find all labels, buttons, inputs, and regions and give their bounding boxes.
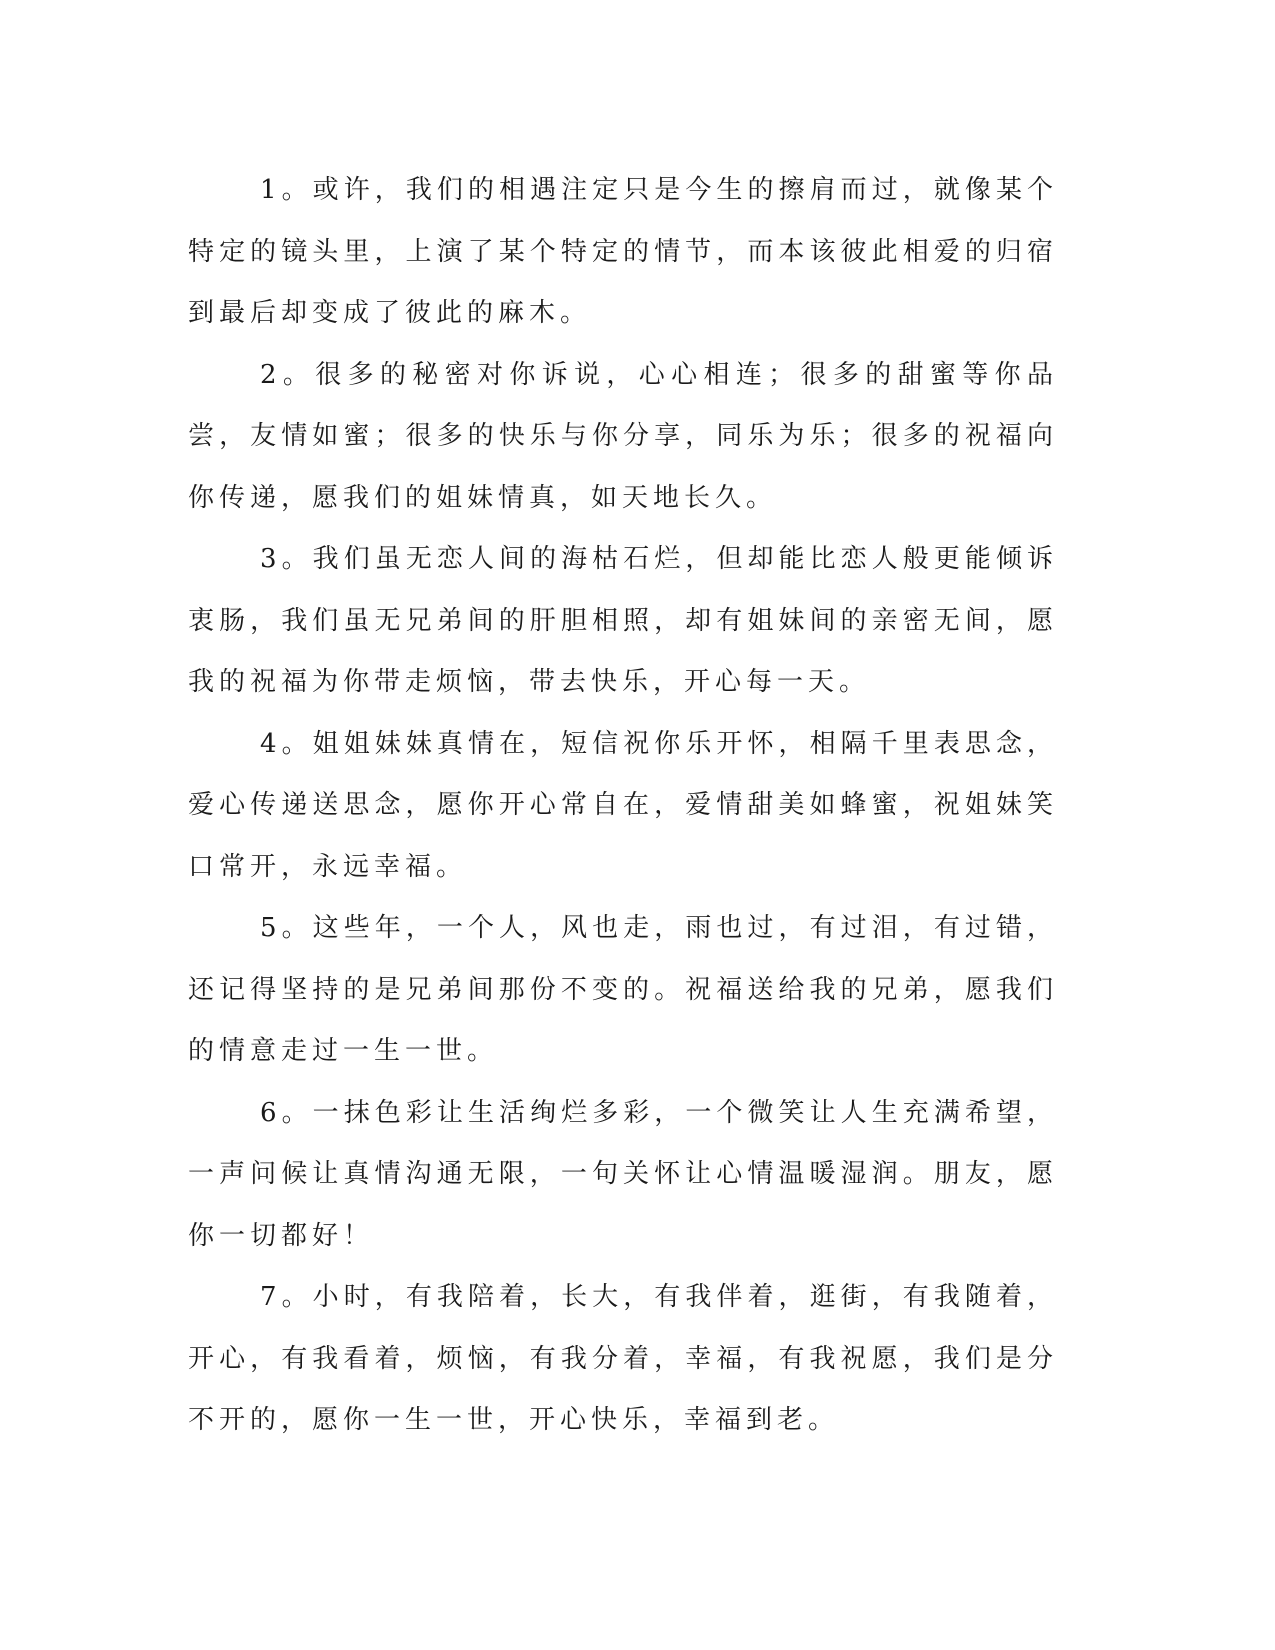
paragraph-3: 3。我们虽无恋人间的海枯石烂，但却能比恋人般更能倾诉衷肠，我们虽无兄弟间的肝胆相照，却有姐妹间的亲密无间，愿我的祝福为你带走烦恼，带去快乐，开心每一天。 — [188, 544, 1058, 697]
document-body — [188, 160, 1058, 1452]
paragraph-7: 7。小时，有我陪着，长大，有我伴着，逛街，有我随着，开心，有我看着，烦恼，有我分着，幸福，有我祝愿，我们是分不开的，愿你一生一世，开心快乐，幸福到老。 — [188, 1282, 1058, 1435]
paragraph-1: 1。或许，我们的相遇注定只是今生的擦肩而过，就像某个特定的镜头里，上演了某个特定的情节，而本该彼此相爱的归宿到最后却变成了彼此的麻木。 — [188, 175, 1058, 328]
paragraph-6: 6。一抹色彩让生活绚烂多彩，一个微笑让人生充满希望，一声问候让真情沟通无限，一句关怀让心情温暖湿润。朋友，愿你一切都好！ — [188, 1097, 1058, 1251]
paragraph-4: 4。姐姐妹妹真情在，短信祝你乐开怀，相隔千里表思念，爱心传递送思念，愿你开心常自在，爱情甜美如蜂蜜，祝姐妹笑口常开，永远幸福。 — [188, 728, 1058, 882]
paragraph-5: 5。这些年，一个人，风也走，雨也过，有过泪，有过错，还记得坚持的是兄弟间那份不变的。祝福送给我的兄弟，愿我们的情意走过一生一世。 — [188, 913, 1058, 1066]
paragraph-2: 2。很多的秘密对你诉说，心心相连；很多的甜蜜等你品尝，友情如蜜；很多的快乐与你分享，同乐为乐；很多的祝福向你传递，愿我们的姐妹情真，如天地长久。 — [188, 359, 1058, 513]
